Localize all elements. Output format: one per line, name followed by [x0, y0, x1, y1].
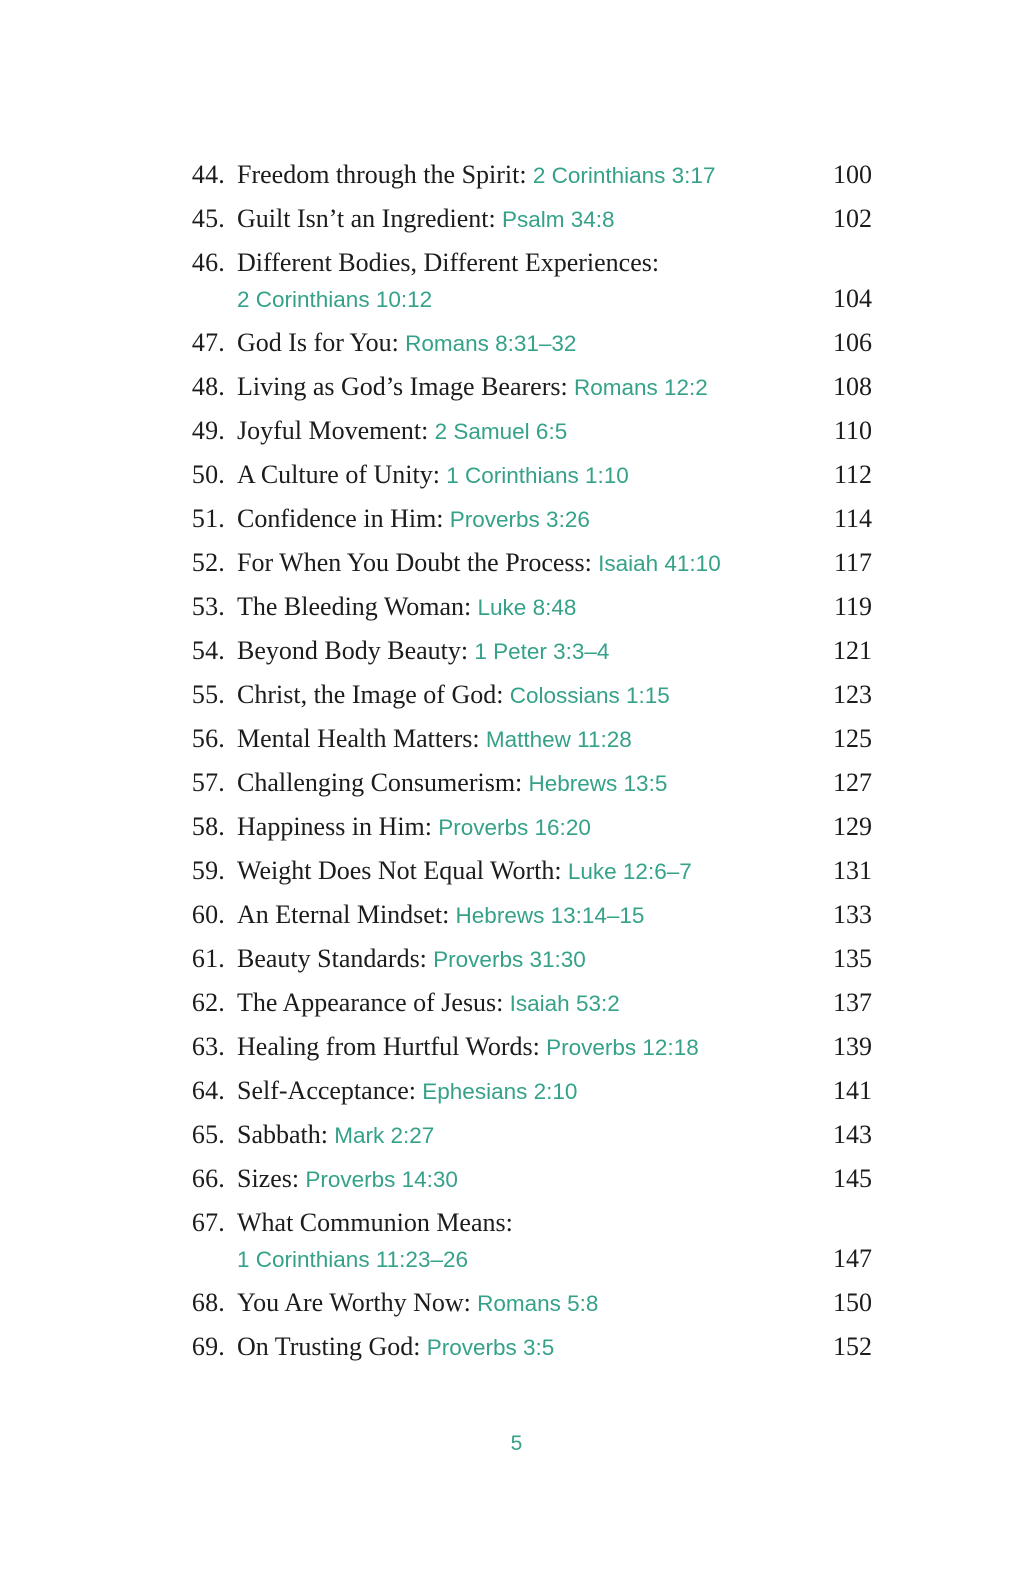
toc-entry-page: 129 [833, 812, 872, 841]
toc-entry-title: Sabbath: [237, 1120, 328, 1149]
toc-entry-reference: 2 Samuel 6:5 [428, 419, 568, 444]
toc-entry-reference: Romans 12:2 [567, 375, 708, 400]
toc-entry-line [237, 1330, 872, 1365]
toc-entry-title: Guilt Isn’t an Ingredient: [237, 204, 496, 233]
toc-entry-line [237, 326, 872, 361]
toc-entry-line [237, 986, 872, 1021]
toc-entry-page: 114 [833, 504, 872, 533]
toc-entry-title: God Is for You: [237, 328, 399, 357]
toc-entry[interactable] [178, 810, 872, 845]
toc-entry-page: 139 [833, 1032, 872, 1061]
toc-entry-reference: Proverbs 12:18 [539, 1035, 699, 1060]
toc-entry-number: 58. [191, 812, 225, 841]
toc-entry-line [237, 158, 872, 193]
toc-entry-body [225, 590, 872, 625]
toc-entry-text [237, 1030, 802, 1065]
toc-entry-reference: Proverbs 31:30 [426, 947, 586, 972]
toc-entry-title: What Communion Means: [237, 1208, 513, 1237]
toc-entry[interactable] [178, 1162, 872, 1197]
toc-entry-line [237, 202, 872, 237]
toc-entry-text [237, 1286, 802, 1321]
toc-entry-line [237, 1074, 872, 1109]
toc-entry-page: 119 [833, 592, 872, 621]
toc-entry-reference: Romans 8:31–32 [398, 331, 577, 356]
toc-entry-text [237, 634, 802, 669]
toc-entry-number: 48. [191, 372, 225, 401]
toc-entry-number: 66. [191, 1164, 225, 1193]
toc-entry-title: Beyond Body Beauty: [237, 636, 469, 665]
toc-entry-reference: Proverbs 3:5 [420, 1335, 555, 1360]
toc-entry-page: 152 [833, 1332, 872, 1361]
toc-entry-reference: Isaiah 53:2 [503, 991, 620, 1016]
toc-entry-title: An Eternal Mindset: [237, 900, 450, 929]
toc-entry-page: 131 [833, 856, 872, 885]
toc-entry-page: 123 [833, 680, 872, 709]
toc-entry-title: Living as God’s Image Bearers: [237, 372, 568, 401]
toc-entry-line [237, 766, 872, 801]
toc-entry-body [225, 246, 872, 317]
toc-entry-number: 47. [191, 328, 225, 357]
toc-entry-title: You Are Worthy Now: [237, 1288, 471, 1317]
toc-entry-page: 147 [833, 1244, 872, 1273]
toc-entry-title: Freedom through the Spirit: [237, 160, 527, 189]
toc-entry-body [225, 678, 872, 713]
table-of-contents-list [178, 158, 872, 1374]
toc-entry-text [237, 283, 802, 317]
toc-entry-title: Joyful Movement: [237, 416, 429, 445]
toc-entry-reference: Proverbs 16:20 [432, 815, 591, 840]
toc-entry-line [237, 590, 872, 625]
toc-entry-page: 150 [833, 1288, 872, 1317]
toc-entry-line [237, 1286, 872, 1321]
toc-entry-reference: Psalm 34:8 [495, 207, 615, 232]
toc-entry-line [237, 370, 872, 405]
toc-entry-title: The Appearance of Jesus: [237, 988, 504, 1017]
toc-entry-reference: Hebrews 13:14–15 [449, 903, 645, 928]
toc-entry-text [237, 1330, 802, 1365]
toc-entry-text [237, 942, 802, 977]
toc-entry-number: 69. [191, 1332, 225, 1361]
toc-entry-number: 61. [191, 944, 225, 973]
toc-entry-page: 137 [833, 988, 872, 1017]
toc-entry-body [225, 942, 872, 977]
toc-entry-body [225, 1030, 872, 1065]
toc-entry-line [237, 854, 872, 889]
toc-entry-page: 127 [833, 768, 872, 797]
toc-entry-body [225, 854, 872, 889]
toc-entry[interactable] [178, 326, 872, 361]
toc-entry-number: 54. [191, 636, 225, 665]
toc-entry-line [237, 678, 872, 713]
toc-entry[interactable] [178, 370, 872, 405]
toc-entry-line [237, 1242, 872, 1277]
toc-entry-line [237, 1030, 872, 1065]
page-footer [0, 1432, 1033, 1456]
toc-entry-line [237, 1118, 872, 1153]
toc-entry-line [237, 810, 872, 845]
toc-entry-body [225, 546, 872, 581]
toc-entry-line [237, 546, 872, 581]
toc-entry-text [237, 898, 802, 933]
toc-entry-title: A Culture of Unity: [237, 460, 440, 489]
toc-entry-line [237, 634, 872, 669]
toc-entry-title: Sizes: [237, 1164, 300, 1193]
toc-entry-reference: Proverbs 3:26 [443, 507, 590, 532]
toc-entry-reference: 1 Corinthians 1:10 [439, 463, 629, 488]
toc-entry-line [237, 898, 872, 933]
toc-entry-title: Confidence in Him: [237, 504, 444, 533]
toc-entry[interactable] [178, 634, 872, 669]
toc-entry-text [237, 722, 802, 757]
toc-entry[interactable] [178, 854, 872, 889]
toc-entry[interactable] [178, 678, 872, 713]
toc-entry-reference: Ephesians 2:10 [416, 1079, 578, 1104]
toc-entry-text [237, 1206, 802, 1240]
toc-entry-text [237, 458, 802, 493]
toc-entry-title: On Trusting God: [237, 1332, 421, 1361]
toc-entry-text [237, 370, 802, 405]
toc-entry-text [237, 678, 802, 713]
toc-entry-body [225, 458, 872, 493]
toc-entry-number: 62. [191, 988, 225, 1017]
toc-entry[interactable] [178, 1030, 872, 1065]
toc-entry-reference: Colossians 1:15 [503, 683, 670, 708]
toc-entry-line [237, 246, 872, 280]
toc-entry-title: For When You Doubt the Process: [237, 548, 592, 577]
toc-entry-body [225, 502, 872, 537]
toc-entry-page: 106 [833, 328, 872, 357]
toc-entry-text [237, 202, 802, 237]
toc-entry-text [237, 502, 802, 537]
toc-entry-number: 68. [191, 1288, 225, 1317]
toc-entry[interactable] [178, 414, 872, 449]
toc-entry[interactable] [178, 202, 872, 237]
toc-entry-text [237, 546, 802, 581]
toc-entry[interactable] [178, 722, 872, 757]
toc-entry-reference: 1 Corinthians 11:23–26 [237, 1247, 468, 1272]
toc-entry[interactable] [178, 246, 872, 317]
toc-entry-number: 51. [191, 504, 225, 533]
toc-entry-body [225, 766, 872, 801]
toc-entry-text [237, 766, 802, 801]
toc-entry-text [237, 590, 802, 625]
toc-entry[interactable] [178, 1330, 872, 1365]
toc-entry[interactable] [178, 1074, 872, 1109]
toc-entry-text [237, 1162, 802, 1197]
toc-entry-page: 145 [833, 1164, 872, 1193]
toc-entry[interactable] [178, 546, 872, 581]
toc-entry-reference: 1 Peter 3:3–4 [468, 639, 610, 664]
toc-entry-number: 65. [191, 1120, 225, 1149]
toc-entry-reference: 2 Corinthians 10:12 [237, 287, 433, 312]
toc-entry-number: 67. [191, 1208, 225, 1237]
toc-entry-line [237, 282, 872, 317]
toc-entry[interactable] [178, 158, 872, 193]
toc-entry-page: 121 [833, 636, 872, 665]
toc-entry-page: 143 [833, 1120, 872, 1149]
toc-entry-title: Weight Does Not Equal Worth: [237, 856, 562, 885]
toc-entry-number: 44. [191, 160, 225, 189]
toc-entry-title: The Bleeding Woman: [237, 592, 472, 621]
toc-entry-reference: 2 Corinthians 3:17 [526, 163, 716, 188]
folio-number: 5 [510, 1432, 523, 1455]
toc-entry-reference: Luke 12:6–7 [561, 859, 692, 884]
toc-entry-body [225, 722, 872, 757]
toc-entry-body [225, 1162, 872, 1197]
toc-entry-body [225, 1118, 872, 1153]
toc-entry-body [225, 326, 872, 361]
toc-entry-number: 49. [191, 416, 225, 445]
toc-entry-page: 108 [833, 372, 872, 401]
toc-entry-text [237, 1118, 802, 1153]
toc-entry-page: 133 [833, 900, 872, 929]
toc-entry-page: 135 [833, 944, 872, 973]
toc-entry-page: 141 [833, 1076, 872, 1105]
toc-entry-title: Mental Health Matters: [237, 724, 480, 753]
toc-entry-title: Different Bodies, Different Experiences: [237, 248, 660, 277]
toc-entry-number: 52. [191, 548, 225, 577]
toc-entry-line [237, 1162, 872, 1197]
toc-entry-text [237, 1074, 802, 1109]
toc-entry-line [237, 942, 872, 977]
toc-entry-body [225, 1206, 872, 1277]
toc-entry-body [225, 1286, 872, 1321]
toc-entry-page: 112 [833, 460, 872, 489]
toc-entry-title: Self-Acceptance: [237, 1076, 417, 1105]
toc-entry-number: 60. [191, 900, 225, 929]
toc-entry-number: 63. [191, 1032, 225, 1061]
toc-entry-body [225, 158, 872, 193]
toc-entry[interactable] [178, 766, 872, 801]
toc-entry[interactable] [178, 1206, 872, 1277]
toc-entry-title: Challenging Consumerism: [237, 768, 523, 797]
toc-entry-body [225, 986, 872, 1021]
toc-entry-number: 64. [191, 1076, 225, 1105]
toc-entry-number: 59. [191, 856, 225, 885]
toc-entry-number: 55. [191, 680, 225, 709]
toc-entry-number: 57. [191, 768, 225, 797]
toc-entry-reference: Matthew 11:28 [479, 727, 632, 752]
toc-entry-text [237, 246, 802, 280]
toc-entry-reference: Romans 5:8 [470, 1291, 599, 1316]
toc-entry-reference: Luke 8:48 [471, 595, 577, 620]
toc-entry-line [237, 458, 872, 493]
toc-entry[interactable] [178, 1118, 872, 1153]
toc-entry-body [225, 634, 872, 669]
toc-entry-body [225, 414, 872, 449]
toc-entry-page: 102 [833, 204, 872, 233]
toc-entry-title: Happiness in Him: [237, 812, 432, 841]
toc-entry-reference: Isaiah 41:10 [591, 551, 721, 576]
toc-entry-reference: Hebrews 13:5 [522, 771, 668, 796]
toc-entry[interactable] [178, 942, 872, 977]
toc-entry-text [237, 326, 802, 361]
toc-entry-page: 104 [833, 284, 872, 313]
toc-entry[interactable] [178, 1286, 872, 1321]
toc-entry-text [237, 854, 802, 889]
toc-entry-text [237, 1243, 802, 1277]
toc-entry-number: 56. [191, 724, 225, 753]
toc-entry-body [225, 898, 872, 933]
toc-entry-number: 50. [191, 460, 225, 489]
toc-entry-line [237, 722, 872, 757]
toc-entry-reference: Mark 2:27 [328, 1123, 435, 1148]
toc-entry[interactable] [178, 502, 872, 537]
toc-entry-number: 46. [191, 248, 225, 277]
toc-entry-reference: Proverbs 14:30 [299, 1167, 458, 1192]
toc-entry-page: 125 [833, 724, 872, 753]
toc-entry[interactable] [178, 590, 872, 625]
toc-entry-number: 53. [191, 592, 225, 621]
toc-entry-title: Beauty Standards: [237, 944, 427, 973]
toc-entry-body [225, 202, 872, 237]
toc-entry-page: 117 [833, 548, 872, 577]
toc-entry-title: Healing from Hurtful Words: [237, 1032, 540, 1061]
toc-entry-body [225, 1074, 872, 1109]
toc-entry[interactable] [178, 458, 872, 493]
toc-entry-text [237, 158, 802, 193]
toc-entry-line [237, 414, 872, 449]
toc-entry-number: 45. [191, 204, 225, 233]
toc-entry[interactable] [178, 986, 872, 1021]
toc-entry-body [225, 370, 872, 405]
toc-entry-line [237, 1206, 872, 1240]
toc-entry-title: Christ, the Image of God: [237, 680, 504, 709]
toc-entry-page: 100 [833, 160, 872, 189]
toc-entry-body [225, 810, 872, 845]
toc-entry-page: 110 [833, 416, 872, 445]
toc-entry[interactable] [178, 898, 872, 933]
toc-entry-text [237, 986, 802, 1021]
toc-entry-text [237, 414, 802, 449]
toc-entry-body [225, 1330, 872, 1365]
toc-entry-line [237, 502, 872, 537]
toc-entry-text [237, 810, 802, 845]
